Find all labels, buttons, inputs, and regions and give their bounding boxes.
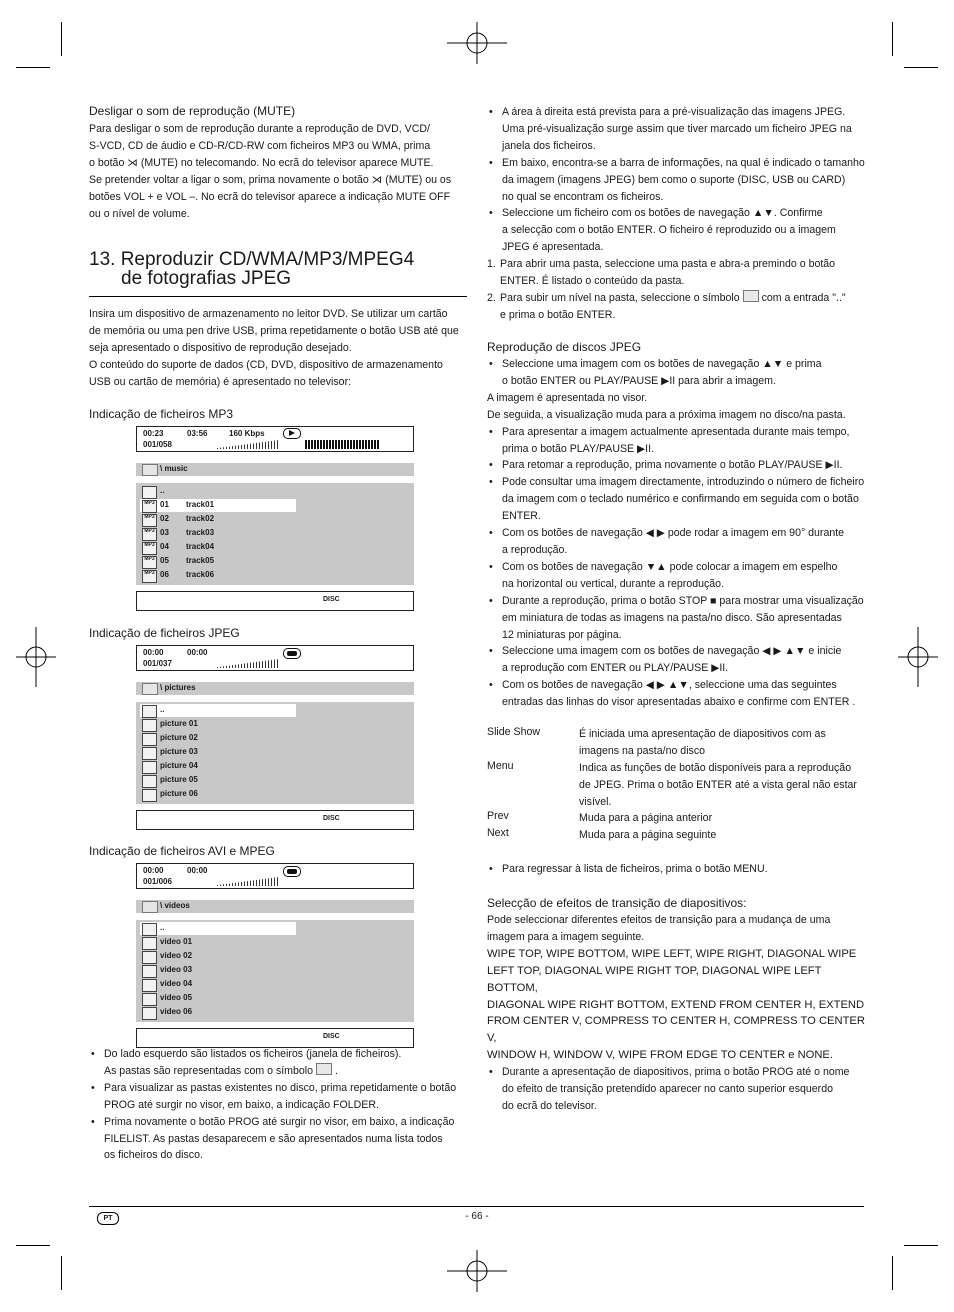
list-item: • Prima novamente o botão PROG até surgir no visor, em baixo, a indicação FILELIST. As pastas desaparecem e são apresentados numa lista todos os ficheiros do disco. xyxy=(91,1115,455,1162)
list-item[interactable]: picture 02 xyxy=(140,732,296,745)
list-item: • Em baixo, encontra-se a barra de informações, na qual é indicado o tamanho da imagem (imagens JPEG) bem como o suporte (DISC, USB ou CARD) no qual se encontram os ficheiros. xyxy=(489,156,865,203)
folder-icon xyxy=(142,683,158,695)
list-item[interactable]: MP3 06 track06 xyxy=(140,569,296,582)
volume-bars xyxy=(217,877,279,886)
list-item: • Para regressar à lista de ficheiros, prima o botão MENU. xyxy=(489,863,768,875)
language-badge: PT xyxy=(97,1212,119,1225)
folder-icon xyxy=(142,901,158,913)
file-counter: 001/058 xyxy=(143,440,172,449)
video-file-icon xyxy=(142,979,157,992)
list-item: • Para visualizar as pastas existentes no disco, prima repetidamente o botão PROG até surgir no visor, em baixo, a indicação FOLDER. xyxy=(91,1081,457,1111)
folder-icon xyxy=(743,290,759,302)
definition-term: Slide Show xyxy=(487,726,540,738)
info-bar xyxy=(136,810,414,830)
mute-line: Para desligar o som de reprodução durante a reprodução de DVD, VCD/ xyxy=(89,123,430,135)
video-file-icon xyxy=(142,937,157,950)
image-file-icon xyxy=(142,761,157,774)
list-item: • Seleccione um ficheiro com os botões de navegação ▲▼. Confirme a selecção com o botão ENTER. O ficheiro é reproduzido ou a imagem JPEG é apresentada. xyxy=(489,207,836,254)
mp3-file-icon: MP3 xyxy=(142,542,157,555)
folder-icon xyxy=(142,464,158,476)
list-item: • Durante a apresentação de diapositivos, prima o botão PROG até o nome do efeito de transição pretendido aparecer no canto superior esquerdo do ecrã do televisor. xyxy=(489,1066,850,1112)
mute-line: ou o nível de volume. xyxy=(89,207,190,220)
list-item: • Pode consultar uma imagem directamente, introduzindo o número de ficheiro da imagem com o teclado numérico e confirmando em seguida com o botão ENTER. xyxy=(489,476,865,523)
video-file-icon xyxy=(142,951,157,964)
mute-line: botões VOL + e VOL –. No ecrã do televisor aparece a indicação MUTE OFF xyxy=(89,190,451,203)
mute-line: o botão ⋊ (MUTE) no telecomando. No ecrã do televisor aparece MUTE. xyxy=(89,156,434,169)
image-file-icon xyxy=(142,789,157,802)
list-item[interactable]: picture 06 xyxy=(140,788,296,801)
list-item: • Com os botões de navegação ◀ ▶ pode rodar a imagem em 90° durante a reprodução. xyxy=(489,527,845,556)
list-item[interactable]: MP3 02 track02 xyxy=(140,513,296,526)
list-item: • Com os botões de navegação ▼▲ pode colocar a imagem em espelho na horizontal ou vertical, durante a reprodução. xyxy=(489,560,838,590)
file-counter: 001/037 xyxy=(143,659,172,668)
status-bar xyxy=(136,645,414,671)
video-file-icon xyxy=(142,1007,157,1020)
list-item: • Do lado esquerdo são listados os ficheiros (janela de ficheiros). As pastas são representadas com o símbolo . xyxy=(91,1048,402,1077)
play-icon xyxy=(283,428,301,439)
video-file-icon xyxy=(142,993,157,1006)
definition-list xyxy=(487,726,867,844)
transition-heading: Selecção de efeitos de transição de diapositivos: xyxy=(487,896,747,910)
definition-row: Prev Muda para a página anterior xyxy=(487,810,713,824)
mp3-file-icon: MP3 xyxy=(142,514,157,527)
list-item[interactable]: picture 03 xyxy=(140,746,296,759)
mute-section xyxy=(89,103,469,222)
intro-line: de memória ou uma pen drive USB, prima repetidamente o botão USB até que xyxy=(89,324,459,337)
list-item: • Seleccione uma imagem com os botões de navegação ◀ ▶ ▲▼ e inicie a reprodução com ENTER ou PLAY/PAUSE ▶II. xyxy=(489,645,842,675)
mute-heading: Desligar o som de reprodução (MUTE) xyxy=(89,104,296,118)
section-heading xyxy=(89,250,467,297)
elapsed-time: 00:00 xyxy=(143,648,164,657)
path-bar xyxy=(136,682,414,695)
avi-heading: Indicação de ficheiros AVI e MPEG xyxy=(89,844,275,858)
effect-line: WIPE TOP, WIPE BOTTOM, WIPE LEFT, WIPE RIGHT, DIAGONAL WIPE xyxy=(487,947,857,960)
definition-term: Menu xyxy=(487,760,514,772)
list-item[interactable]: MP3 05 track05 xyxy=(140,555,296,568)
file-list xyxy=(136,483,414,585)
jpeg-heading: Indicação de ficheiros JPEG xyxy=(89,626,240,640)
list-item[interactable]: picture 01 xyxy=(140,718,296,731)
list-item[interactable]: video 03 xyxy=(140,964,296,977)
mp3-screen xyxy=(136,426,414,611)
source-label: DISC xyxy=(323,596,340,603)
list-item[interactable]: MP3 03 track03 xyxy=(140,527,296,540)
definition-row: Next Muda para a página seguinte xyxy=(487,827,717,841)
image-file-icon xyxy=(142,733,157,746)
effect-line: WINDOW H, WINDOW V, WIPE FROM EDGE TO CENTER e NONE. xyxy=(487,1049,833,1062)
list-item: • Com os botões de navegação ◀ ▶ ▲▼, seleccione uma das seguintes entradas das linhas do visor apresentadas abaixo e confirme com ENTER . xyxy=(489,679,856,709)
plain-line: A imagem é apresentada no visor. xyxy=(487,391,648,404)
list-item-up[interactable]: .. xyxy=(140,485,296,498)
avi-screen xyxy=(136,863,414,1048)
definition-row: Slide Show É iniciada uma apresentação de diapositivos com as imagens na pasta/no disco xyxy=(487,726,826,757)
info-bar xyxy=(136,591,414,611)
folder-icon xyxy=(142,486,157,499)
total-time: 03:56 xyxy=(187,429,208,438)
elapsed-time: 00:00 xyxy=(143,866,164,875)
folder-icon xyxy=(142,705,157,718)
image-file-icon xyxy=(142,719,157,732)
transition-section: Pode seleccionar diferentes efeitos de transição para a mudança de uma imagem para a imagem seguinte. WIPE TOP, WIPE BOTTOM, WIPE LEFT, WIPE RIGHT, DIAGONAL WIPE LEFT TOP, DIAGONAL WIPE RIGHT TOP, DIAGONAL WIPE LEFT BOTTOM, DIAGONAL WIPE RIGHT BOTTOM, EXTEND FROM CENTER H, EXTEND FROM CENTER V, COMPRESS TO CENTER H, COMPRESS TO CENTER V, WINDOW H, WINDOW V, WIPE FROM EDGE TO CENTER e NONE. • Durante a apresentação de diapositivos, prima o botão PROG até o nome do efeito de transição pretendido aparecer no canto superior esquerdo do ecrã do televisor. xyxy=(487,912,867,1115)
menu-note xyxy=(487,861,867,878)
list-item-up[interactable]: .. xyxy=(140,704,296,717)
volume-bars xyxy=(217,440,279,449)
info-bar xyxy=(136,1028,414,1048)
image-file-icon xyxy=(142,747,157,760)
list-item: • Seleccione uma imagem com os botões de navegação ▲▼ e prima o botão ENTER ou PLAY/PAUSE ▶II para abrir a imagem. xyxy=(489,358,822,387)
status-bar xyxy=(136,863,414,889)
list-item-up[interactable]: .. xyxy=(140,922,296,935)
effect-line: FROM CENTER V, COMPRESS TO CENTER H, COMPRESS TO CENTER V, xyxy=(487,1015,865,1045)
total-time: 00:00 xyxy=(187,866,208,875)
jpeg-playback-section xyxy=(487,356,867,711)
mp3-file-icon: MP3 xyxy=(142,528,157,541)
volume-bars xyxy=(217,659,279,668)
path-text: \ music xyxy=(160,464,188,473)
path-bar xyxy=(136,463,414,476)
intro-paragraph xyxy=(89,306,469,391)
jpeg-playback-heading: Reprodução de discos JPEG xyxy=(487,340,642,354)
numbered-step: 2. Para subir um nível na pasta, seleccione o símbolo com a entrada ".." e prima o botão ENTER. xyxy=(487,291,846,321)
mp3-file-icon: MP3 xyxy=(142,570,157,583)
intro-line: Insira um dispositivo de armazenamento no leitor DVD. Se utilizar um cartão xyxy=(89,308,448,320)
mute-line: Se pretender voltar a ligar o som, prima novamente o botão ⋊ (MUTE) ou os xyxy=(89,173,452,186)
page-number: - 66 - xyxy=(465,1211,489,1222)
section-title-line-2: de fotografias JPEG xyxy=(121,268,292,289)
intro-line: O conteúdo do suporte de dados (CD, DVD, dispositivo de armazenamento xyxy=(89,358,443,371)
file-list xyxy=(136,702,414,804)
folder-icon xyxy=(316,1063,332,1075)
heading-rule xyxy=(89,296,467,297)
total-time: 00:00 xyxy=(187,648,208,657)
definition-row: Menu Indica as funções de botão disponíveis para a reprodução de JPEG. Prima o botão ENTER até a vista geral não estar visível. xyxy=(487,760,857,808)
list-item[interactable]: picture 04 xyxy=(140,760,296,773)
list-item[interactable]: video 02 xyxy=(140,950,296,963)
footer-rule xyxy=(89,1206,864,1207)
list-item[interactable]: video 04 xyxy=(140,978,296,991)
definition-term: Prev xyxy=(487,810,509,822)
list-item[interactable]: video 05 xyxy=(140,992,296,1005)
list-item: • Durante a reprodução, prima o botão STOP ■ para mostrar uma visualização em miniatura de todas as imagens na pasta/no disco. São apresentadas 12 miniaturas por página. xyxy=(489,594,864,641)
source-label: DISC xyxy=(323,815,340,822)
disc-icon xyxy=(283,648,301,659)
path-text: \ videos xyxy=(160,901,190,910)
path-text: \ pictures xyxy=(160,683,196,692)
list-item[interactable]: video 06 xyxy=(140,1006,296,1019)
bitrate: 160 Kbps xyxy=(229,429,265,438)
file-counter: 001/006 xyxy=(143,877,172,886)
path-bar xyxy=(136,900,414,913)
effect-line: DIAGONAL WIPE RIGHT BOTTOM, EXTEND FROM CENTER H, EXTEND xyxy=(487,998,865,1011)
list-item[interactable]: picture 05 xyxy=(140,774,296,787)
source-label: DISC xyxy=(323,1033,340,1040)
elapsed-time: 00:23 xyxy=(143,429,164,438)
jpeg-screen xyxy=(136,645,414,830)
file-list xyxy=(136,920,414,1022)
right-top-list xyxy=(487,104,867,324)
image-file-icon xyxy=(142,775,157,788)
spectrum-bars xyxy=(305,440,379,449)
list-item: • Para apresentar a imagem actualmente apresentada durante mais tempo, prima o botão PLAY/PAUSE ▶II. xyxy=(489,425,850,455)
list-item[interactable]: MP3 01 track01 xyxy=(140,499,296,512)
left-bullets xyxy=(89,1046,469,1164)
list-item[interactable]: video 01 xyxy=(140,936,296,949)
mp3-file-icon: MP3 xyxy=(142,556,157,569)
mp3-heading: Indicação de ficheiros MP3 xyxy=(89,407,234,421)
intro-line: seja apresentado o dispositivo de reprodução desejado. xyxy=(89,341,352,354)
effect-line: LEFT TOP, DIAGONAL WIPE RIGHT TOP, DIAGONAL WIPE LEFT BOTTOM, xyxy=(487,964,822,994)
folder-icon xyxy=(142,923,157,936)
mute-line: S-VCD, CD de áudio e CD-R/CD-RW com ficheiros MP3 ou WMA, prima xyxy=(89,139,431,152)
list-item[interactable]: MP3 04 track04 xyxy=(140,541,296,554)
disc-icon xyxy=(283,866,301,877)
numbered-step: 1. Para abrir uma pasta, seleccione uma pasta e abra-a premindo o botão ENTER. É listado o conteúdo da pasta. xyxy=(487,258,836,288)
status-bar xyxy=(136,426,414,452)
definition-term: Next xyxy=(487,827,509,839)
video-file-icon xyxy=(142,965,157,978)
list-item: • Para retomar a reprodução, prima novamente o botão PLAY/PAUSE ▶II. xyxy=(489,459,843,472)
intro-line: USB ou cartão de memória) é apresentado no televisor: xyxy=(89,375,352,388)
plain-line: De seguida, a visualização muda para a próxima imagem no disco/na pasta. xyxy=(487,408,846,421)
mp3-file-icon: MP3 xyxy=(142,500,157,513)
section-title-line-1: 13. Reproduzir CD/WMA/MP3/MPEG4 xyxy=(89,249,415,270)
list-item: • A área à direita está prevista para a pré-visualização das imagens JPEG. Uma pré-visualização surge assim que tiver marcado um ficheiro JPEG na janela dos ficheiros. xyxy=(489,106,852,152)
